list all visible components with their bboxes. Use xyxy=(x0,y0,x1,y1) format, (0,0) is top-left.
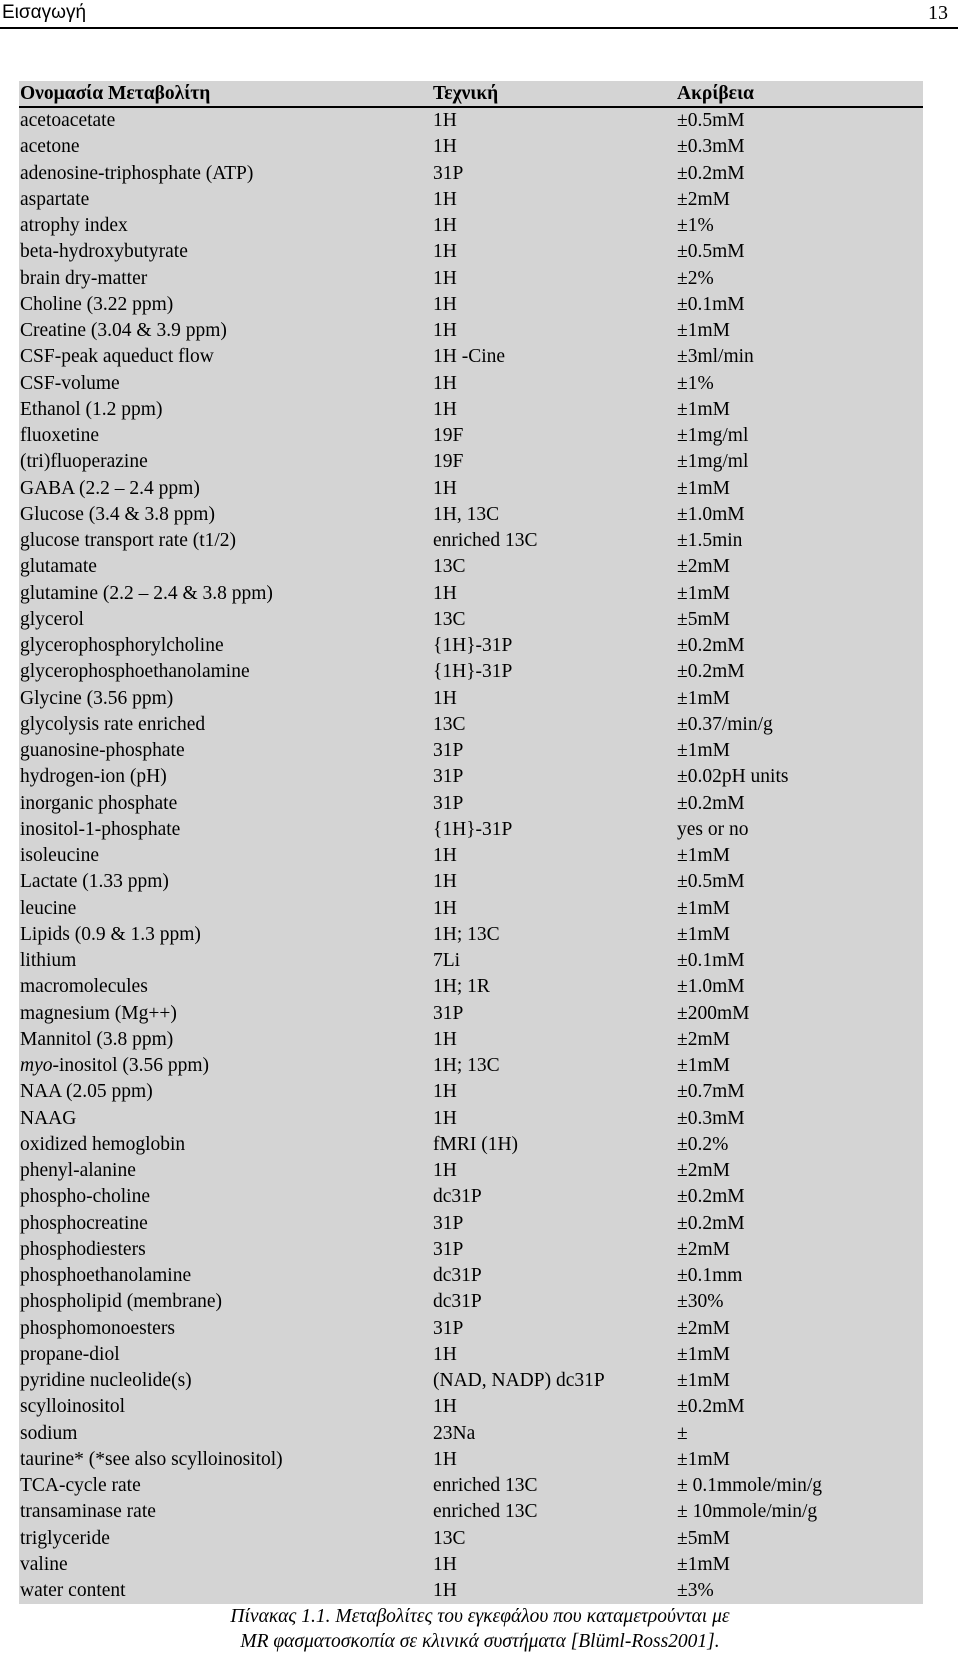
table-row xyxy=(19,134,923,160)
table-row xyxy=(19,1263,923,1289)
cell-metabolite: aspartate xyxy=(20,188,90,210)
cell-accuracy: ±0.2mM xyxy=(677,1186,745,1208)
cell-accuracy: ±1mM xyxy=(677,477,730,499)
cell-metabolite: beta-hydroxybutyrate xyxy=(20,241,188,263)
cell-metabolite: Glucose (3.4 & 3.8 ppm) xyxy=(20,503,215,525)
cell-metabolite: phospholipid (membrane) xyxy=(20,1291,222,1313)
cell-metabolite: myo-inositol (3.56 ppm) xyxy=(20,1055,210,1077)
cell-technique: 1H xyxy=(433,1553,457,1575)
cell-technique: 1H xyxy=(433,320,457,342)
cell-accuracy: ±0.3mM xyxy=(677,1107,745,1129)
table-row xyxy=(19,423,923,449)
table-row xyxy=(19,581,923,607)
table-row xyxy=(19,161,923,187)
chapter-title: Εισαγωγή xyxy=(2,2,87,23)
cell-accuracy: ±0.2mM xyxy=(677,661,745,683)
cell-accuracy: ±2mM xyxy=(677,1028,730,1050)
column-header-metabolite: Ονομασία Μεταβολίτη xyxy=(19,81,432,107)
cell-metabolite: isoleucine xyxy=(20,845,100,867)
table-row xyxy=(19,1053,923,1079)
table-row xyxy=(19,843,923,869)
table-row xyxy=(19,554,923,580)
cell-accuracy: ±0.5mM xyxy=(677,110,745,132)
cell-metabolite: glycerophosphorylcholine xyxy=(20,635,224,657)
cell-metabolite: inositol-1-phosphate xyxy=(20,818,181,840)
cell-accuracy: ±1mM xyxy=(677,1448,730,1470)
cell-metabolite: taurine* (*see also scylloinositol) xyxy=(20,1448,283,1470)
cell-technique: dc31P xyxy=(433,1291,482,1313)
cell-technique: 13C xyxy=(433,1527,466,1549)
table-row xyxy=(19,371,923,397)
cell-metabolite: phosphoethanolamine xyxy=(20,1265,192,1287)
cell-metabolite: transaminase rate xyxy=(20,1501,156,1523)
table-row xyxy=(19,974,923,1000)
cell-technique: dc31P xyxy=(433,1265,482,1287)
table-row xyxy=(19,528,923,554)
cell-technique: 31P xyxy=(433,162,464,184)
table-row xyxy=(19,1132,923,1158)
table-row xyxy=(19,1368,923,1394)
cell-metabolite: Ethanol (1.2 ppm) xyxy=(20,398,163,420)
cell-accuracy: ±0.2mM xyxy=(677,162,745,184)
cell-accuracy: ±0.7mM xyxy=(677,1081,745,1103)
cell-accuracy: ±2% xyxy=(677,267,714,289)
cell-technique: 1H xyxy=(433,477,457,499)
cell-metabolite: triglyceride xyxy=(20,1527,110,1549)
cell-accuracy: ±2mM xyxy=(677,1238,730,1260)
cell-metabolite: phenyl-alanine xyxy=(20,1160,136,1182)
cell-metabolite: glycerol xyxy=(20,608,84,630)
cell-technique: 1H xyxy=(433,1081,457,1103)
cell-technique: 1H xyxy=(433,845,457,867)
metabolite-table xyxy=(19,81,923,1604)
cell-metabolite: CSF-volume xyxy=(20,372,120,394)
cell-accuracy: ±1mM xyxy=(677,845,730,867)
cell-metabolite: glucose transport rate (t1/2) xyxy=(20,530,237,552)
cell-metabolite: inorganic phosphate xyxy=(20,792,178,814)
cell-metabolite: glycerophosphoethanolamine xyxy=(20,661,250,683)
cell-metabolite: phosphodiesters xyxy=(20,1238,146,1260)
cell-technique: enriched 13C xyxy=(433,530,538,552)
cell-accuracy: ±0.02pH units xyxy=(677,766,789,788)
cell-technique: 1H xyxy=(433,582,457,604)
cell-technique: 19F xyxy=(433,451,464,473)
cell-metabolite: Lactate (1.33 ppm) xyxy=(20,871,169,893)
cell-technique: 1H xyxy=(433,188,457,210)
table-row xyxy=(19,948,923,974)
table-row xyxy=(19,1473,923,1499)
cell-metabolite: Mannitol (3.8 ppm) xyxy=(20,1028,174,1050)
cell-metabolite: sodium xyxy=(20,1422,78,1444)
table-row xyxy=(19,1421,923,1447)
table-row xyxy=(19,187,923,213)
cell-metabolite: Choline (3.22 ppm) xyxy=(20,293,174,315)
italic-prefix: myo xyxy=(20,1055,53,1077)
cell-accuracy: ±1mM xyxy=(677,740,730,762)
cell-metabolite: acetone xyxy=(20,136,80,158)
cell-accuracy: ±0.1mM xyxy=(677,950,745,972)
table-row xyxy=(19,686,923,712)
table-row xyxy=(19,107,923,134)
cell-technique: 1H xyxy=(433,267,457,289)
cell-metabolite: phospho-choline xyxy=(20,1186,150,1208)
table-row xyxy=(19,266,923,292)
cell-accuracy: ±5mM xyxy=(677,608,730,630)
cell-accuracy: ±1% xyxy=(677,215,714,237)
cell-accuracy: ±0.1mM xyxy=(677,293,745,315)
table-header-row xyxy=(19,81,923,107)
table-row xyxy=(19,476,923,502)
table-row xyxy=(19,213,923,239)
cell-accuracy: ±200mM xyxy=(677,1002,750,1024)
cell-accuracy: ±1mM xyxy=(677,1055,730,1077)
cell-technique: 13C xyxy=(433,556,466,578)
table-caption xyxy=(0,1604,960,1654)
table-row xyxy=(19,449,923,475)
cell-technique: 1H xyxy=(433,687,457,709)
table-body xyxy=(19,107,923,1604)
cell-technique: 7Li xyxy=(433,950,461,972)
cell-accuracy: ±1mM xyxy=(677,1370,730,1392)
cell-metabolite: water content xyxy=(20,1580,126,1602)
table-row xyxy=(19,1184,923,1210)
cell-accuracy: ±0.1mm xyxy=(677,1265,743,1287)
table-row xyxy=(19,1316,923,1342)
cell-technique: 1H xyxy=(433,110,457,132)
cell-metabolite: acetoacetate xyxy=(20,110,116,132)
cell-accuracy: ±2mM xyxy=(677,1317,730,1339)
caption-line-2: MR φασματοσκοπία σε κλινικά συστήματα [Blüml-Ross2001]. xyxy=(240,1631,720,1652)
cell-accuracy: ±2mM xyxy=(677,1160,730,1182)
cell-accuracy: ±0.5mM xyxy=(677,241,745,263)
table-row xyxy=(19,292,923,318)
table-row xyxy=(19,738,923,764)
cell-technique: 1H xyxy=(433,1107,457,1129)
cell-metabolite: CSF-peak aqueduct flow xyxy=(20,346,214,368)
column-header-technique: Τεχνική xyxy=(432,81,676,107)
cell-accuracy: ±1mM xyxy=(677,582,730,604)
table-row xyxy=(19,633,923,659)
page-number: 13 xyxy=(928,2,948,24)
cell-metabolite: GABA (2.2 – 2.4 ppm) xyxy=(20,477,200,499)
cell-technique: 1H xyxy=(433,1396,457,1418)
cell-technique: 1H, 13C xyxy=(433,503,500,525)
caption-line-1: Πίνακας 1.1. Μεταβολίτες του εγκεφάλου που καταμετρούνται με xyxy=(230,1606,730,1627)
table-row xyxy=(19,896,923,922)
cell-accuracy: ±1mM xyxy=(677,687,730,709)
cell-accuracy: ±1mM xyxy=(677,398,730,420)
cell-accuracy: ±1mM xyxy=(677,320,730,342)
metabolite-table-container xyxy=(19,81,923,1604)
cell-technique: dc31P xyxy=(433,1186,482,1208)
cell-metabolite: Lipids (0.9 & 1.3 ppm) xyxy=(20,923,201,945)
cell-technique: 1H xyxy=(433,372,457,394)
cell-accuracy: ±1.5min xyxy=(677,530,743,552)
cell-accuracy: ±2mM xyxy=(677,188,730,210)
cell-technique: 1H xyxy=(433,293,457,315)
cell-metabolite: brain dry-matter xyxy=(20,267,148,289)
cell-technique: {1H}-31P xyxy=(433,818,513,840)
cell-technique: 23Na xyxy=(433,1422,476,1444)
cell-technique: 1H xyxy=(433,241,457,263)
table-row xyxy=(19,502,923,528)
cell-metabolite: phosphocreatine xyxy=(20,1212,148,1234)
cell-technique: 31P xyxy=(433,1317,464,1339)
cell-technique: 1H; 1R xyxy=(433,976,490,998)
cell-accuracy: ±1mg/ml xyxy=(677,425,749,447)
cell-technique: 1H; 13C xyxy=(433,923,500,945)
cell-metabolite: valine xyxy=(20,1553,68,1575)
cell-technique: 13C xyxy=(433,713,466,735)
cell-accuracy: ±1.0mM xyxy=(677,503,745,525)
cell-accuracy: ±2mM xyxy=(677,556,730,578)
cell-technique: 1H xyxy=(433,136,457,158)
cell-metabolite: atrophy index xyxy=(20,215,128,237)
cell-accuracy: ±1% xyxy=(677,372,714,394)
table-row xyxy=(19,1526,923,1552)
cell-metabolite: oxidized hemoglobin xyxy=(20,1133,186,1155)
table-row xyxy=(19,712,923,738)
table-row xyxy=(19,1289,923,1315)
cell-metabolite: NAAG xyxy=(20,1107,77,1129)
table-row xyxy=(19,1237,923,1263)
cell-technique: 31P xyxy=(433,1002,464,1024)
cell-metabolite: hydrogen-ion (pH) xyxy=(20,766,167,788)
cell-metabolite: pyridine nucleolide(s) xyxy=(20,1370,192,1392)
table-row xyxy=(19,239,923,265)
table-row xyxy=(19,344,923,370)
cell-accuracy: ±1mM xyxy=(677,897,730,919)
cell-technique: 1H xyxy=(433,897,457,919)
table-row xyxy=(19,1342,923,1368)
cell-technique: 1H xyxy=(433,1343,457,1365)
table-row xyxy=(19,1079,923,1105)
cell-metabolite: propane-diol xyxy=(20,1343,120,1365)
table-row xyxy=(19,764,923,790)
cell-accuracy: ± xyxy=(677,1422,688,1444)
cell-technique: 1H xyxy=(433,1580,457,1602)
cell-metabolite: guanosine-phosphate xyxy=(20,740,185,762)
cell-metabolite: Creatine (3.04 & 3.9 ppm) xyxy=(20,320,227,342)
cell-technique: 31P xyxy=(433,766,464,788)
cell-metabolite: glutamine (2.2 – 2.4 & 3.8 ppm) xyxy=(20,582,273,604)
table-row xyxy=(19,922,923,948)
cell-technique: 31P xyxy=(433,792,464,814)
cell-metabolite: phosphomonoesters xyxy=(20,1317,175,1339)
table-row xyxy=(19,318,923,344)
table-row xyxy=(19,1211,923,1237)
table-row xyxy=(19,397,923,423)
cell-technique: 1H; 13C xyxy=(433,1055,500,1077)
cell-accuracy: ±0.2mM xyxy=(677,1396,745,1418)
cell-metabolite: leucine xyxy=(20,897,77,919)
table-row xyxy=(19,869,923,895)
cell-accuracy: ±3% xyxy=(677,1580,714,1602)
cell-accuracy: ±0.5mM xyxy=(677,871,745,893)
cell-technique: 19F xyxy=(433,425,464,447)
cell-accuracy: ±1mM xyxy=(677,1553,730,1575)
cell-technique: enriched 13C xyxy=(433,1501,538,1523)
table-row xyxy=(19,1106,923,1132)
cell-technique: 31P xyxy=(433,1212,464,1234)
cell-metabolite: adenosine-triphosphate (ATP) xyxy=(20,162,254,184)
cell-metabolite: Glycine (3.56 ppm) xyxy=(20,687,174,709)
column-header-accuracy: Ακρίβεια xyxy=(676,81,923,107)
cell-metabolite: TCA-cycle rate xyxy=(20,1475,141,1497)
cell-metabolite: lithium xyxy=(20,950,77,972)
table-row xyxy=(19,1394,923,1420)
table-row xyxy=(19,1578,923,1604)
table-row xyxy=(19,791,923,817)
cell-accuracy: ±30% xyxy=(677,1291,724,1313)
cell-metabolite: macromolecules xyxy=(20,976,148,998)
cell-metabolite: magnesium (Mg++) xyxy=(20,1002,177,1024)
cell-metabolite: NAA (2.05 ppm) xyxy=(20,1081,153,1103)
cell-accuracy: ±5mM xyxy=(677,1527,730,1549)
cell-accuracy: ±3ml/min xyxy=(677,346,754,368)
table-row xyxy=(19,1001,923,1027)
cell-technique: enriched 13C xyxy=(433,1475,538,1497)
cell-metabolite: fluoxetine xyxy=(20,425,100,447)
cell-accuracy: ±1.0mM xyxy=(677,976,745,998)
cell-accuracy: ± 10mmole/min/g xyxy=(677,1501,818,1523)
cell-accuracy: yes or no xyxy=(677,818,749,840)
cell-technique: 1H xyxy=(433,1028,457,1050)
cell-metabolite: (tri)fluoperazine xyxy=(20,451,148,473)
cell-technique: (NAD, NADP) dc31P xyxy=(433,1370,605,1392)
cell-technique: 1H xyxy=(433,871,457,893)
table-row xyxy=(19,1447,923,1473)
cell-accuracy: ±1mg/ml xyxy=(677,451,749,473)
cell-technique: 1H xyxy=(433,215,457,237)
cell-accuracy: ±0.37/min/g xyxy=(677,713,773,735)
cell-accuracy: ±0.2mM xyxy=(677,1212,745,1234)
table-row xyxy=(19,1499,923,1525)
cell-metabolite: scylloinositol xyxy=(20,1396,126,1418)
cell-accuracy: ± 0.1mmole/min/g xyxy=(677,1475,823,1497)
cell-technique: {1H}-31P xyxy=(433,661,513,683)
cell-metabolite: glycolysis rate enriched xyxy=(20,713,206,735)
cell-accuracy: ±0.2mM xyxy=(677,792,745,814)
cell-technique: 1H -Cine xyxy=(433,346,506,368)
cell-technique: 1H xyxy=(433,1448,457,1470)
table-row xyxy=(19,607,923,633)
cell-technique: {1H}-31P xyxy=(433,635,513,657)
cell-technique: 13C xyxy=(433,608,466,630)
cell-technique: 31P xyxy=(433,1238,464,1260)
cell-technique: 1H xyxy=(433,398,457,420)
cell-accuracy: ±1mM xyxy=(677,923,730,945)
cell-accuracy: ±0.3mM xyxy=(677,136,745,158)
table-row xyxy=(19,1552,923,1578)
table-row xyxy=(19,1027,923,1053)
cell-technique: 31P xyxy=(433,740,464,762)
cell-accuracy: ±1mM xyxy=(677,1343,730,1365)
page-header xyxy=(0,0,958,29)
cell-accuracy: ±0.2% xyxy=(677,1133,729,1155)
cell-accuracy: ±0.2mM xyxy=(677,635,745,657)
cell-metabolite: glutamate xyxy=(20,556,97,578)
table-row xyxy=(19,817,923,843)
table-row xyxy=(19,659,923,685)
table-row xyxy=(19,1158,923,1184)
cell-technique: 1H xyxy=(433,1160,457,1182)
cell-technique: fMRI (1H) xyxy=(433,1133,519,1155)
